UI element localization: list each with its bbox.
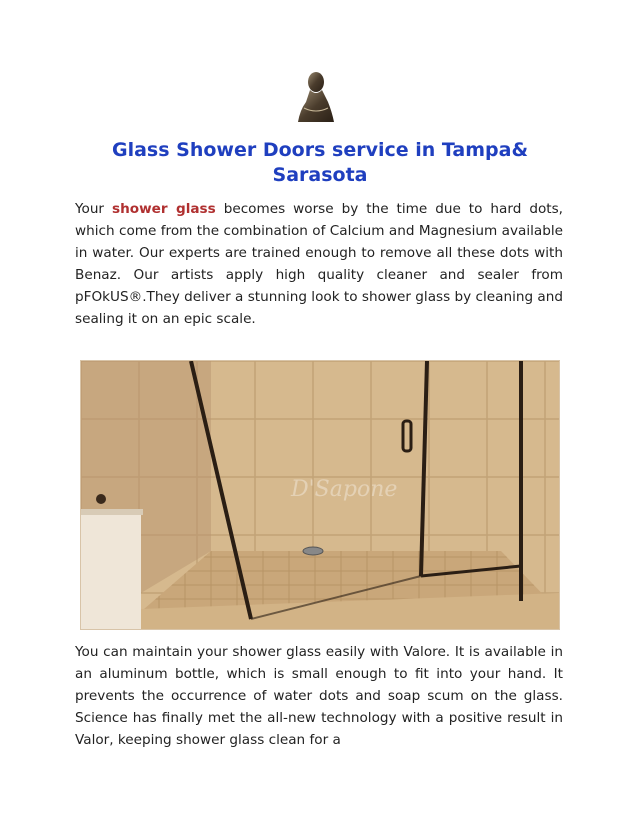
maintenance-paragraph: You can maintain your shower glass easily with Valore. It is available in an aluminum bottle, which is small enough to fit into your hand. It prevents the occurrence of water dots and soap scum on the glass. Science has finally met the all-new technology with a positive result in Valor, keeping shower glass clean for a xyxy=(75,644,563,748)
bust-statue-logo xyxy=(288,68,344,124)
shower-glass-link[interactable]: shower glass xyxy=(112,201,216,217)
intro-text: becomes worse by the time due to hard dots, which come from the combination of Calcium and Magnesium available in water. Our experts are trained enough to remove all these dots with Benaz. Our artists apply high quality cleaner and sealer from pFOkUS®.They deliver a stunning look to shower glass by cleaning and sealing it on an epic scale. xyxy=(75,201,563,327)
intro-prefix: Your xyxy=(75,201,112,217)
photo-watermark: D'Sapone xyxy=(291,477,398,502)
intro-paragraph xyxy=(75,198,563,330)
page-title: Glass Shower Doors service in Tampa& Sarasota xyxy=(111,139,529,186)
shower-photo xyxy=(80,360,560,630)
